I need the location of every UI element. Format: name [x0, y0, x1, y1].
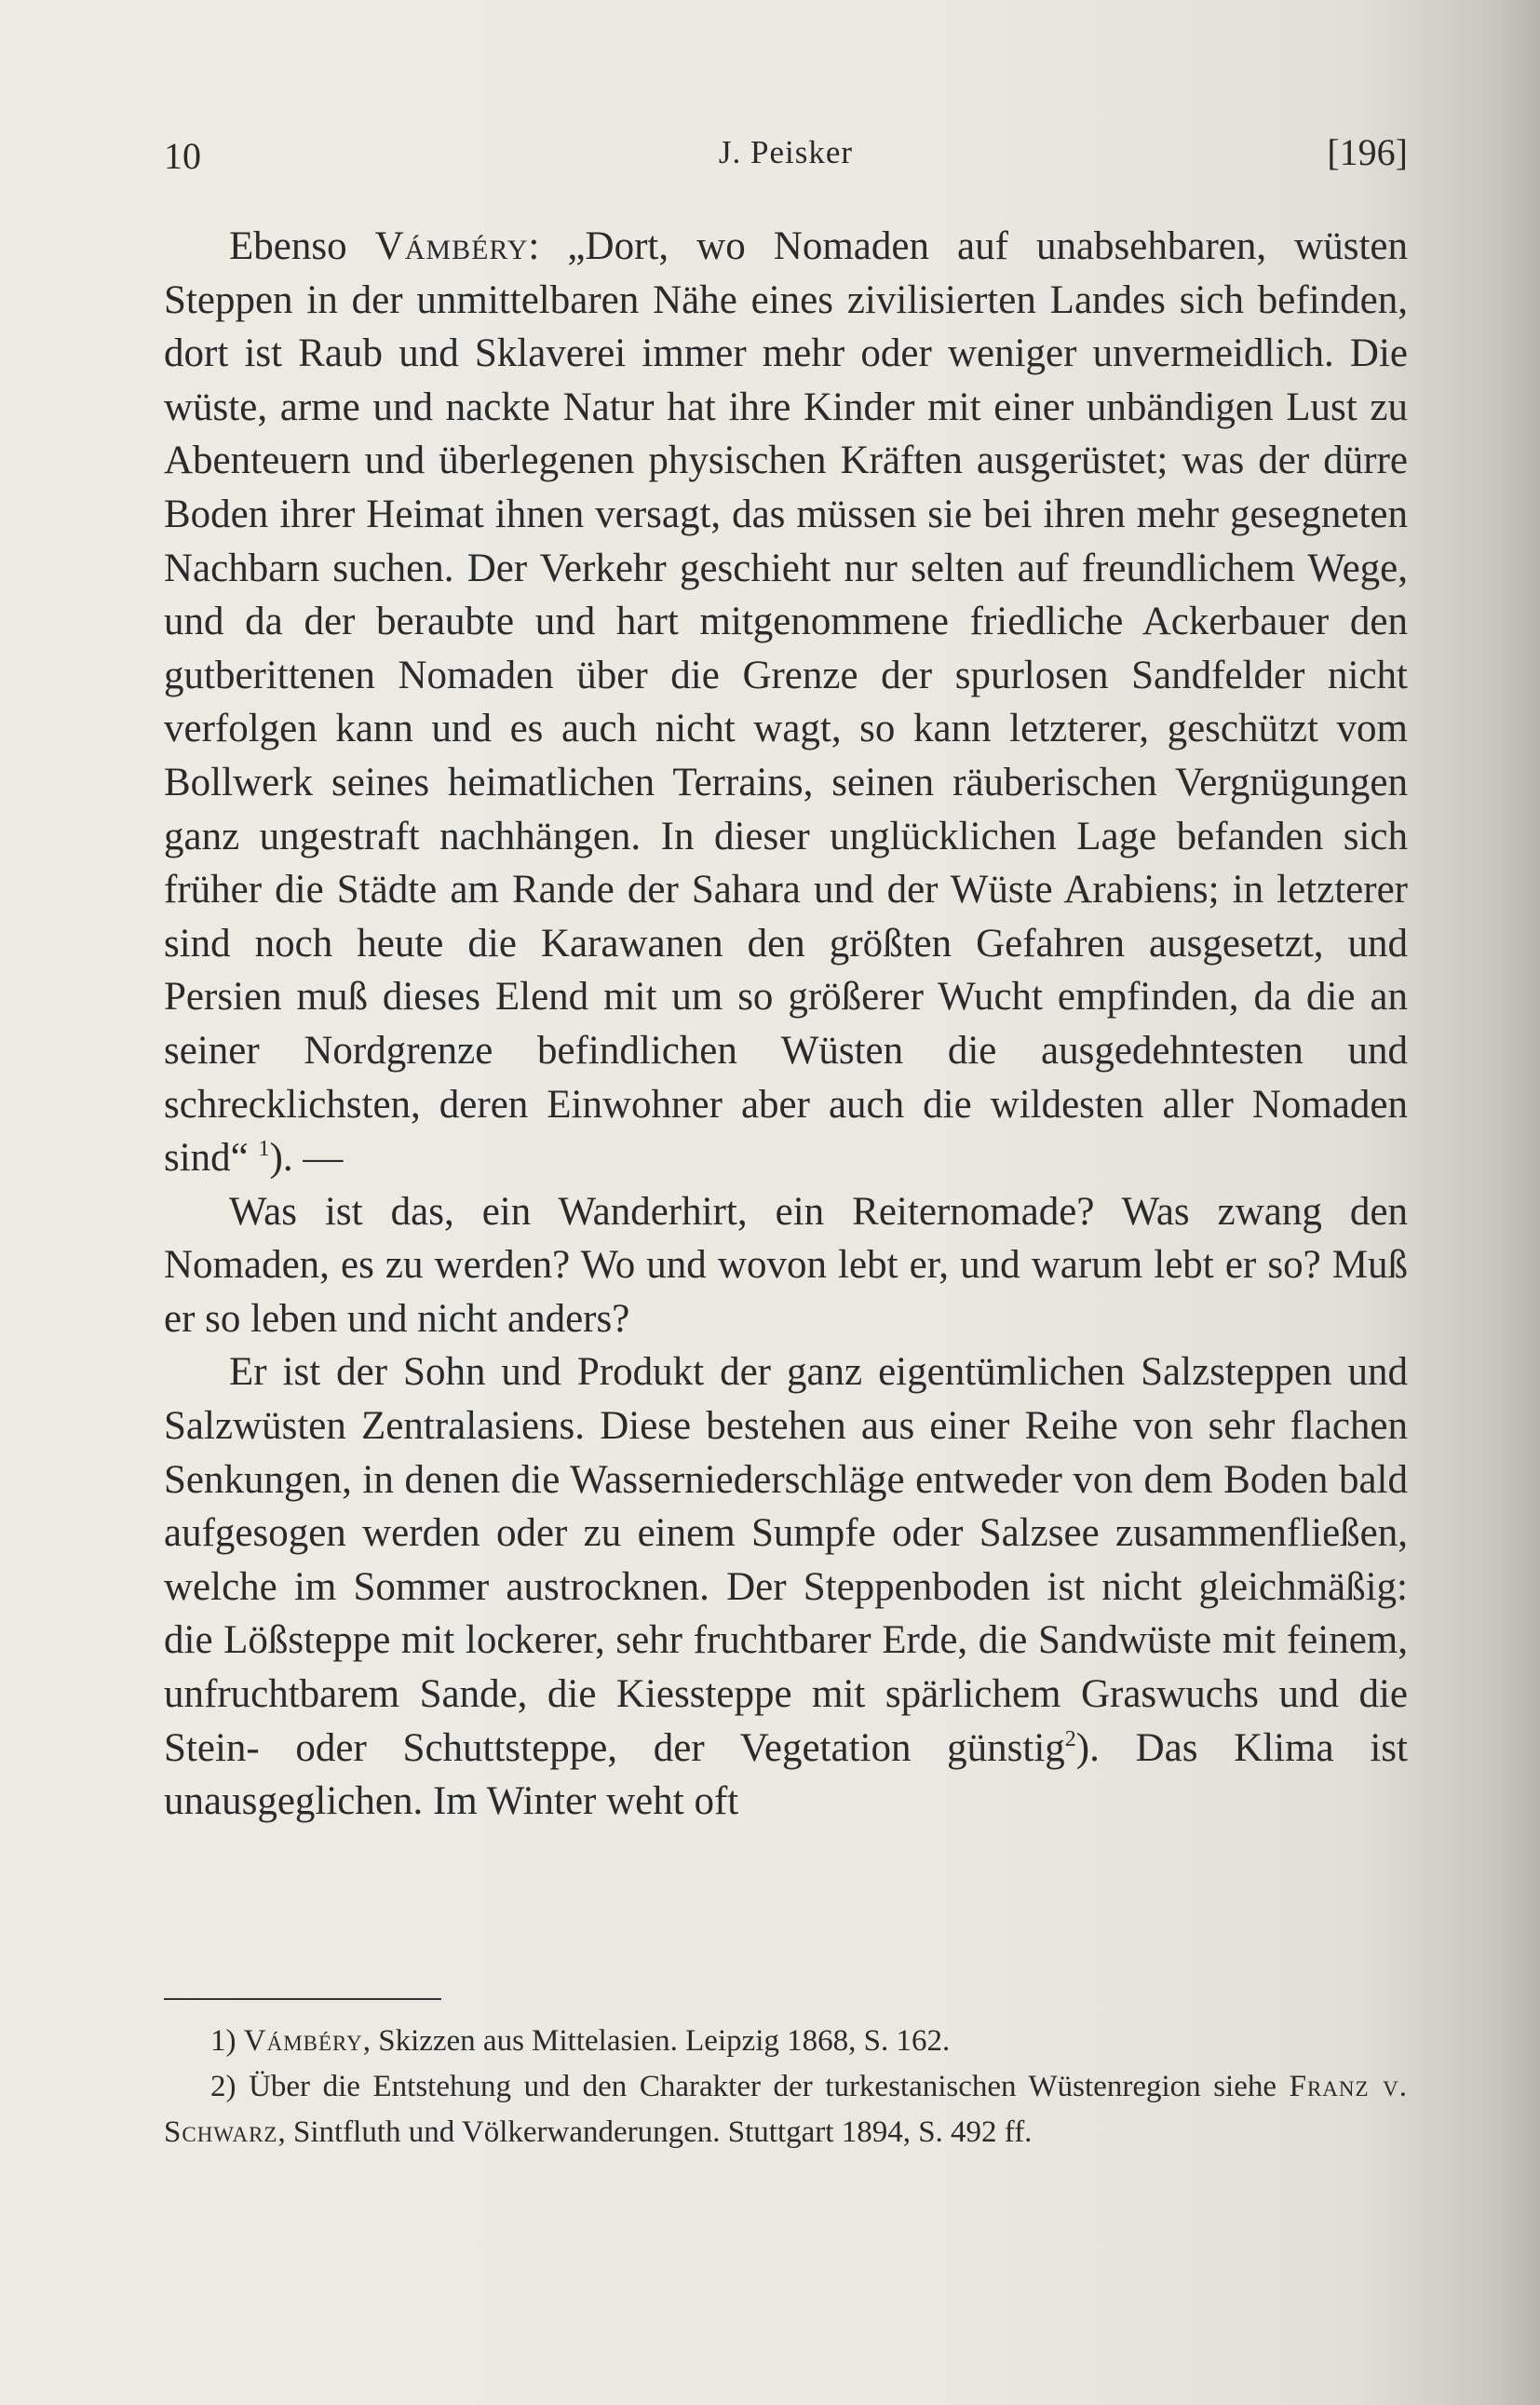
- footnote-2-mark: 2): [210, 2070, 236, 2103]
- footnotes: [164, 2019, 1408, 2155]
- running-header: [164, 127, 1408, 182]
- paragraph-1-pre: Ebenso: [229, 224, 347, 268]
- footnote-1-author: Vámbéry: [243, 2024, 363, 2058]
- paragraph-3-tail: ). Das Klima ist unausgeglichen. Im Winter weht oft: [164, 1725, 1408, 1824]
- footnote-2-author: Franz v. Schwarz: [164, 2070, 1408, 2149]
- footnote-1: [164, 2019, 1408, 2064]
- paragraph-3-text: Er ist der Sohn und Produkt der ganz eigentümlichen Salzsteppen und Salzwüsten Zentralasiens. Diese bestehen aus einer Reihe von sehr flachen Senkungen, in denen die Wasserniederschläge entweder von dem Boden bald aufgesogen werden oder zu einem Sumpfe oder Salzsee zusammenfließen, welche im Sommer austrocknen. Der Steppenboden ist nicht gleichmäßig: die Lößsteppe mit lockerer, sehr fruchtbarer Erde, die Sandwüste mit feinem, unfruchtbarem Sande, die Kiessteppe mit spärlichem Graswuchs und die Stein- oder Schuttsteppe, der Vegetation günstig: [164, 1350, 1408, 1770]
- footnote-2-text: , Sintfluth und Völkerwanderungen. Stuttgart 1894, S. 492 ff.: [277, 2115, 1033, 2149]
- running-author: J. Peisker: [718, 134, 854, 170]
- main-text: [164, 220, 1408, 1829]
- page-number: 10: [164, 135, 201, 177]
- paragraph-1-tail: ). —: [269, 1136, 344, 1181]
- footnote-1-mark: 1): [210, 2024, 236, 2058]
- footnote-2-pre: Über die Entstehung und den Charakter der turkestanischen Wüstenregion siehe: [249, 2070, 1277, 2103]
- footnote-ref-2: 2: [1064, 1726, 1076, 1751]
- footnote-1-text: , Skizzen aus Mittelasien. Leipzig 1868, S. 162.: [362, 2024, 951, 2058]
- paragraph-2: Was ist das, ein Wanderhirt, ein Reiternomade? Was zwang den Nomaden, es zu werden? Wo und wovon lebt er, und warum lebt er so? Muß er so leben und nicht anders?: [164, 1189, 1408, 1341]
- footnote-ref-1: 1: [258, 1137, 270, 1162]
- paragraph-3: [164, 1345, 1408, 1828]
- footnote-divider: [164, 1998, 441, 2000]
- cited-author: Vámbéry: [374, 224, 529, 268]
- quotation-text: : „Dort, wo Nomaden auf unabsehbaren, wüsten Steppen in der unmittelbaren Nähe eines zivilisierten Landes sich befinden, dort ist Raub und Sklaverei immer mehr oder weniger unvermeidlich. Die wüste, arme und nackte Natur hat ihre Kinder mit einer unbändigen Lust zu Abenteuern und überlegenen physischen Kräften ausgerüstet; was der dürre Boden ihrer Heimat ihnen versagt, das müssen sie bei ihren mehr gesegneten Nachbarn suchen. Der Verkehr geschieht nur selten auf freundlichem Wege, und da der beraubte und hart mitgenommene friedliche Ackerbauer den gutberittenen Nomaden über die Grenze der spurlosen Sandfelder nicht verfolgen kann und es auch nicht wagt, so kann letzterer, geschützt vom Bollwerk seines heimatlichen Terrains, seinen räuberischen Vergnügungen ganz ungestraft nachhängen. In dieser unglücklichen Lage befanden sich früher die Städte am Rande der Sahara und der Wüste Arabiens; in letzterer sind noch heute die Karawanen den größten Gefahren ausgesetzt, und Persien muß dieses Elend mit um so größerer Wucht empfinden, da die an seiner Nordgrenze befindlichen Wüsten die ausgedehntesten und schrecklichsten, deren Einwohner aber auch die wildesten aller Nomaden sind“: [164, 224, 1409, 1181]
- paragraph-1: [164, 220, 1408, 1185]
- footnote-2: [164, 2064, 1408, 2155]
- original-page-number: [196]: [1327, 131, 1408, 173]
